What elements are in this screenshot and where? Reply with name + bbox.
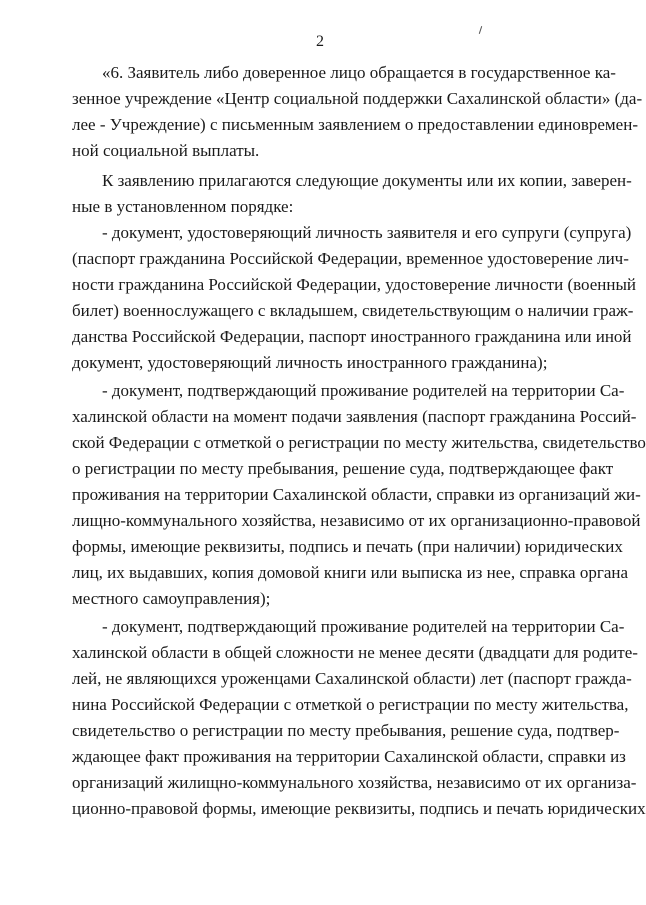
text-line: ности гражданина Российской Федерации, удостоверение личности (военный	[72, 275, 636, 294]
text-line: лиц, их выдавших, копия домовой книги или выписка из нее, справка органа	[72, 563, 629, 582]
text-line: - документ, подтверждающий проживание родителей на территории Са-	[102, 381, 625, 400]
text-line: нина Российской Федерации с отметкой о регистрации по месту жительства,	[72, 695, 629, 714]
page-number: 2	[316, 33, 324, 50]
text-line: формы, имеющие реквизиты, подпись и печать (при наличии) юридических	[72, 537, 623, 556]
text-line: «6. Заявитель либо доверенное лицо обращается в государственное ка-	[102, 63, 616, 82]
text-line: - документ, удостоверяющий личность заявителя и его супруги (супруга)	[102, 223, 632, 242]
text-line: билет) военнослужащего с вкладышем, свидетельствующим о наличии граж-	[72, 301, 634, 320]
text-line: лее - Учреждение) с письменным заявлением о предоставлении единовремен-	[72, 115, 638, 134]
text-line: халинской области в общей сложности не менее десяти (двадцати для родите-	[72, 643, 638, 662]
text-line: ждающее факт проживания на территории Сахалинской области, справки из	[72, 747, 626, 766]
text-line: проживания на территории Сахалинской области, справки из организаций жи-	[72, 485, 641, 504]
text-line: местного самоуправления);	[72, 589, 271, 608]
text-line: лищно-коммунального хозяйства, независимо от их организационно-правовой	[72, 511, 641, 530]
text-line: - документ, подтверждающий проживание родителей на территории Са-	[102, 617, 625, 636]
text-line: халинской области на момент подачи заявления (паспорт гражданина Россий-	[72, 407, 637, 426]
text-line: организаций жилищно-коммунального хозяйства, независимо от их организа-	[72, 773, 637, 792]
text-line: ные в установленном порядке:	[72, 197, 294, 216]
text-line: данства Российской Федерации, паспорт иностранного гражданина или иной	[72, 327, 632, 346]
text-line: ной социальной выплаты.	[72, 141, 260, 160]
text-line: ционно-правовой формы, имеющие реквизиты, подпись и печать юридических	[72, 799, 646, 818]
text-line: ской Федерации с отметкой о регистрации по месту жительства, свидетельство	[72, 433, 646, 452]
text-line: о регистрации по месту пребывания, решение суда, подтверждающее факт	[72, 459, 614, 478]
text-line: лей, не являющихся уроженцами Сахалинской области) лет (паспорт гражда-	[72, 669, 632, 688]
text-line: документ, удостоверяющий личность иностранного гражданина);	[72, 353, 548, 372]
text-line: (паспорт гражданина Российской Федерации, временное удостоверение лич-	[72, 249, 629, 268]
text-line: зенное учреждение «Центр социальной поддержки Сахалинской области» (да-	[72, 89, 643, 108]
text-line: свидетельство о регистрации по месту пребывания, решение суда, подтвер-	[72, 721, 620, 740]
text-line: К заявлению прилагаются следующие документы или их копии, заверен-	[102, 171, 632, 190]
